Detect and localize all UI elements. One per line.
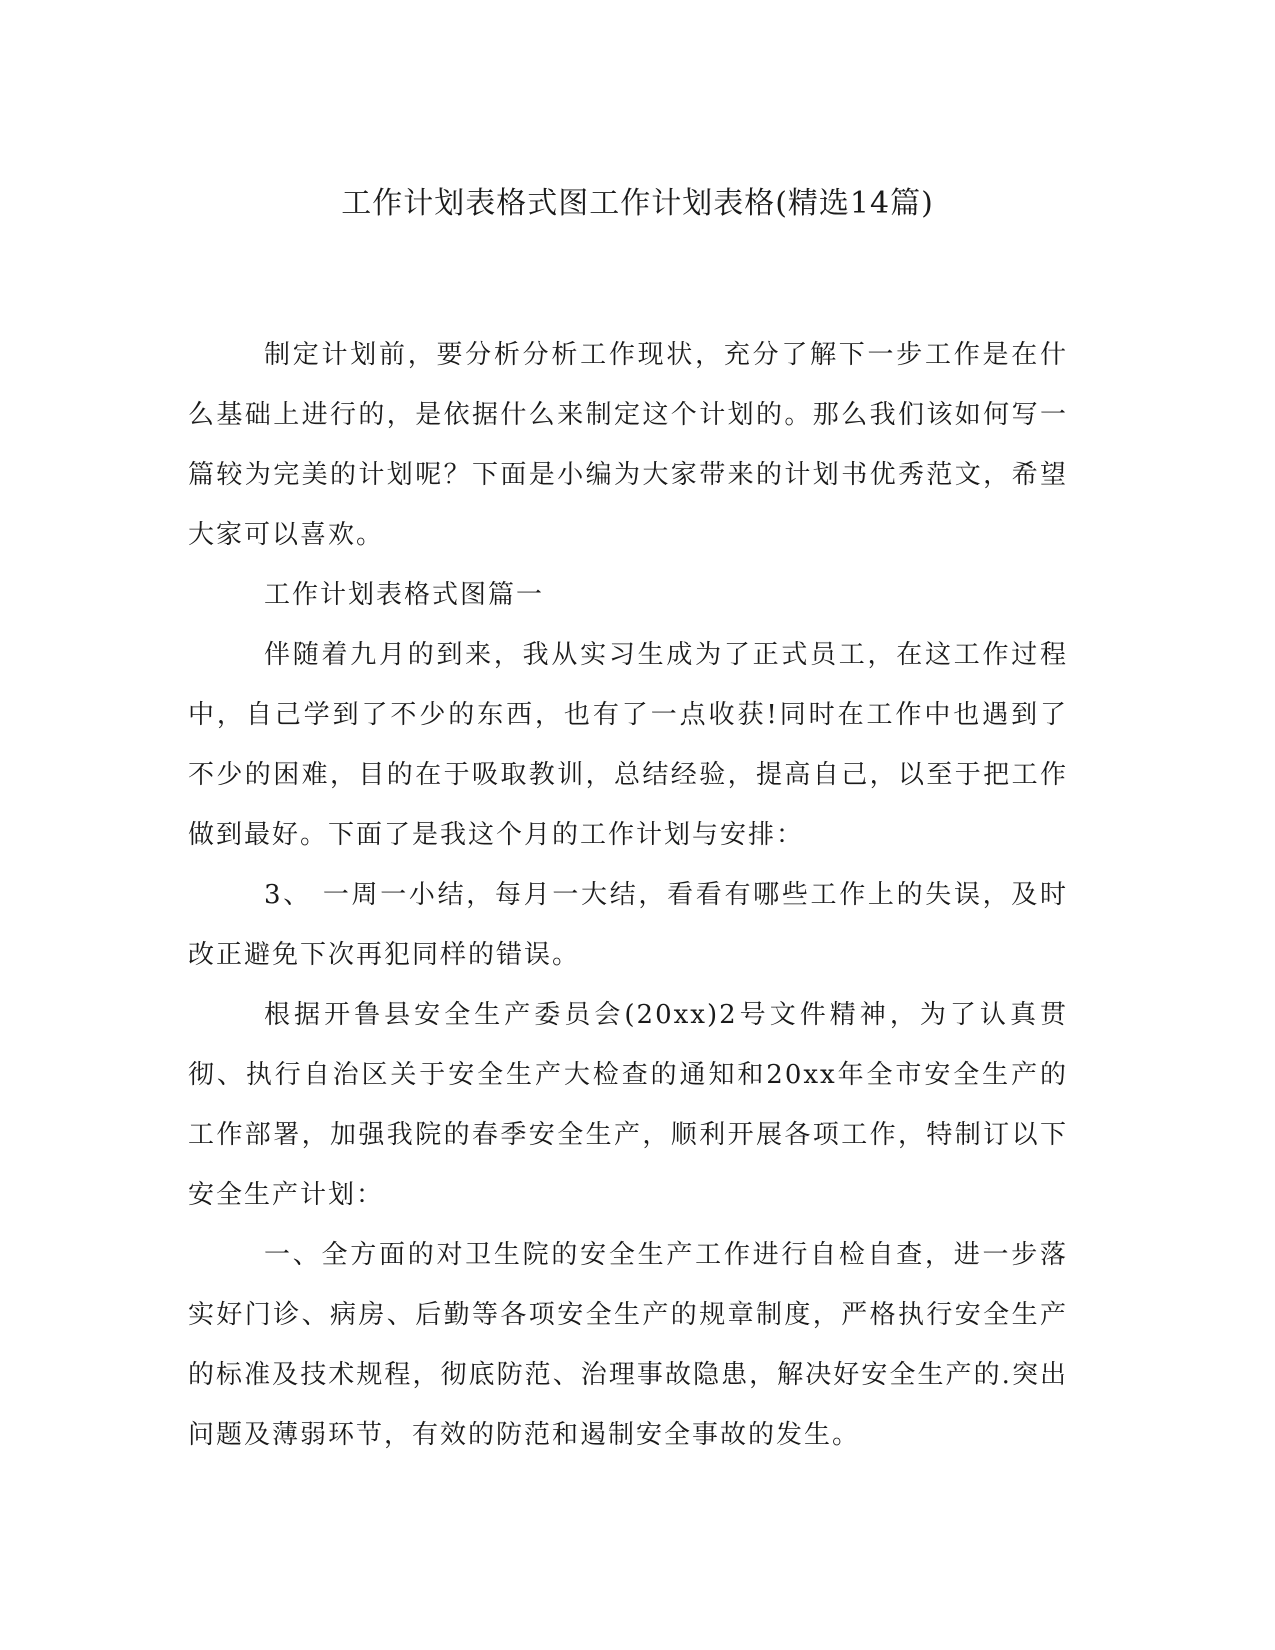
document-title: 工作计划表格式图工作计划表格(精选14篇)	[341, 186, 934, 221]
document-body	[188, 325, 1068, 1465]
paragraph-intro: 制定计划前，要分析分析工作现状，充分了解下一步工作是在什么基础上进行的，是依据什么来制定这个计划的。那么我们该如何写一篇较为完美的计划呢？下面是小编为大家带来的计划书优秀范文，希望大家可以喜欢。	[188, 340, 1068, 550]
paragraph-safety-plan: 根据开鲁县安全生产委员会(20xx)2号文件精神，为了认真贯彻、执行自治区关于安全生产大检查的通知和20xx年全市安全生产的工作部署，加强我院的春季安全生产，顺利开展各项工作，特制订以下安全生产计划：	[188, 1000, 1068, 1210]
paragraph-september: 伴随着九月的到来，我从实习生成为了正式员工，在这工作过程中，自己学到了不少的东西，也有了一点收获!同时在工作中也遇到了不少的困难，目的在于吸取教训，总结经验，提高自己，以至于把工作做到最好。下面了是我这个月的工作计划与安排：	[188, 640, 1068, 850]
paragraph-item-1: 一、全方面的对卫生院的安全生产工作进行自检自查，进一步落实好门诊、病房、后勤等各项安全生产的规章制度，严格执行安全生产的标准及技术规程，彻底防范、治理事故隐患，解决好安全生产的.突出问题及薄弱环节，有效的防范和遏制安全事故的发生。	[188, 1240, 1068, 1450]
paragraph-item-3: 3、 一周一小结，每月一大结，看看有哪些工作上的失误，及时改正避免下次再犯同样的错误。	[188, 880, 1068, 970]
section-heading: 工作计划表格式图篇一	[264, 580, 545, 610]
